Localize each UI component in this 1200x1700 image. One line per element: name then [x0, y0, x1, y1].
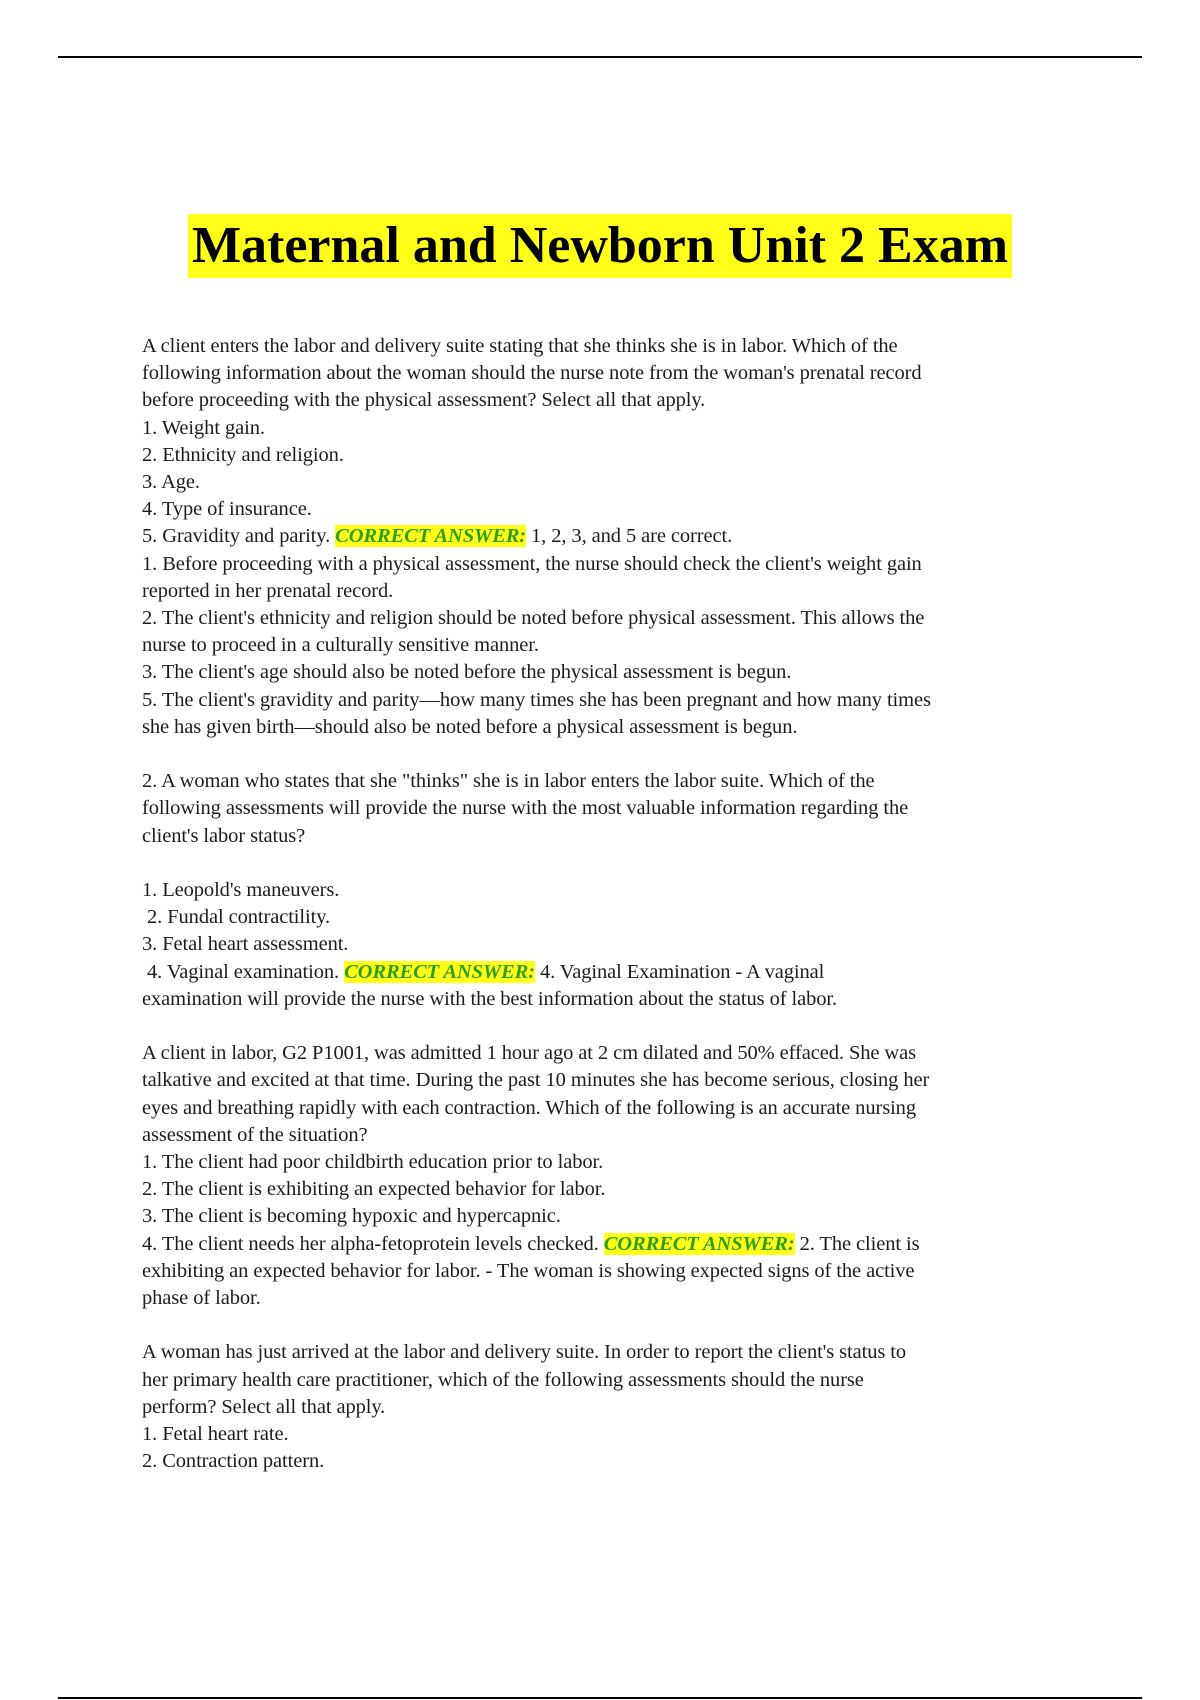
- question-stem-line: client's labor status?: [142, 824, 306, 847]
- rationale-line: exhibiting an expected behavior for labor. - The woman is showing expected signs of the active: [142, 1259, 915, 1282]
- document-body: [142, 333, 1062, 1475]
- option-item: 1. Leopold's maneuvers.: [142, 879, 340, 902]
- option-item: 5. Gravidity and parity.: [142, 525, 336, 548]
- option-item: 3. The client is becoming hypoxic and hypercapnic.: [142, 1205, 561, 1228]
- spacer: [142, 1312, 1062, 1339]
- answer-text: 4. Vaginal Examination - A vaginal: [534, 960, 825, 983]
- rationale-line: phase of labor.: [142, 1287, 261, 1310]
- option-item: 3. Fetal heart assessment.: [142, 933, 349, 956]
- question-stem-line: A client in labor, G2 P1001, was admitted 1 hour ago at 2 cm dilated and 50% effaced. She was: [142, 1042, 917, 1065]
- rationale-line: 3. The client's age should also be noted before the physical assessment is begun.: [142, 661, 792, 684]
- answer-line: [142, 959, 1062, 986]
- question-stem-line: 2. A woman who states that she "thinks" she is in labor enters the labor suite. Which of the: [142, 770, 875, 793]
- rationale-line: examination will provide the nurse with the best information about the status of labor.: [142, 987, 837, 1010]
- option-item: 2. Fundal contractility.: [142, 906, 331, 929]
- question-4: [142, 1339, 1062, 1475]
- question-2: [142, 768, 1062, 1013]
- question-stem-line: her primary health care practitioner, which of the following assessments should the nurse: [142, 1368, 864, 1391]
- spacer: [142, 1013, 1062, 1040]
- option-item: 2. Contraction pattern.: [142, 1450, 325, 1473]
- answer-line: [142, 1231, 1062, 1258]
- answer-line: [142, 523, 1062, 550]
- question-stem-line: following information about the woman should the nurse note from the woman's prenatal record: [142, 362, 922, 385]
- question-stem-line: perform? Select all that apply.: [142, 1395, 386, 1418]
- answer-text: 1, 2, 3, and 5 are correct.: [526, 525, 733, 548]
- rationale-line: 2. The client's ethnicity and religion should be noted before physical assessment. This allows the: [142, 607, 925, 630]
- question-stem-line: assessment of the situation?: [142, 1123, 368, 1146]
- question-stem-line: talkative and excited at that time. During the past 10 minutes she has become serious, closing her: [142, 1069, 930, 1092]
- question-stem-line: before proceeding with the physical assessment? Select all that apply.: [142, 389, 706, 412]
- question-stem-line: following assessments will provide the nurse with the most valuable information regarding the: [142, 797, 909, 820]
- rationale-line: nurse to proceed in a culturally sensitive manner.: [142, 634, 539, 657]
- question-stem-line: A woman has just arrived at the labor and delivery suite. In order to report the client's status to: [142, 1341, 907, 1364]
- question-stem-line: eyes and breathing rapidly with each contraction. Which of the following is an accurate nursing: [142, 1096, 916, 1119]
- answer-text: 2. The client is: [794, 1232, 920, 1255]
- rationale-line: she has given birth—should also be noted before a physical assessment is begun.: [142, 715, 798, 738]
- question-1: [142, 333, 1062, 741]
- spacer: [142, 741, 1062, 768]
- correct-answer-label: CORRECT ANSWER:: [335, 525, 526, 548]
- rationale-line: reported in her prenatal record.: [142, 579, 394, 602]
- question-stem-line: A client enters the labor and delivery suite stating that she thinks she is in labor. Which of the: [142, 335, 898, 357]
- title-container: [0, 214, 1200, 278]
- option-item: 2. The client is exhibiting an expected behavior for labor.: [142, 1178, 606, 1201]
- option-item: 4. The client needs her alpha-fetoprotein levels checked.: [142, 1232, 604, 1255]
- rationale-line: 1. Before proceeding with a physical assessment, the nurse should check the client's weight gain: [142, 552, 922, 575]
- correct-answer-label: CORRECT ANSWER:: [344, 960, 535, 983]
- option-item: 4. Vaginal examination.: [142, 960, 345, 983]
- option-item: 1. Fetal heart rate.: [142, 1423, 289, 1446]
- option-item: 4. Type of insurance.: [142, 498, 312, 521]
- spacer: [142, 850, 1062, 877]
- option-item: 1. Weight gain.: [142, 416, 265, 439]
- option-item: 2. Ethnicity and religion.: [142, 443, 344, 466]
- option-item: 1. The client had poor childbirth education prior to labor.: [142, 1151, 604, 1174]
- option-item: 3. Age.: [142, 471, 200, 494]
- rationale-line: 5. The client's gravidity and parity—how many times she has been pregnant and how many times: [142, 688, 931, 711]
- question-3: [142, 1040, 1062, 1312]
- top-rule: [58, 56, 1142, 58]
- document-title: Maternal and Newborn Unit 2 Exam: [188, 214, 1012, 278]
- bottom-rule: [58, 1697, 1142, 1699]
- correct-answer-label: CORRECT ANSWER:: [603, 1232, 795, 1255]
